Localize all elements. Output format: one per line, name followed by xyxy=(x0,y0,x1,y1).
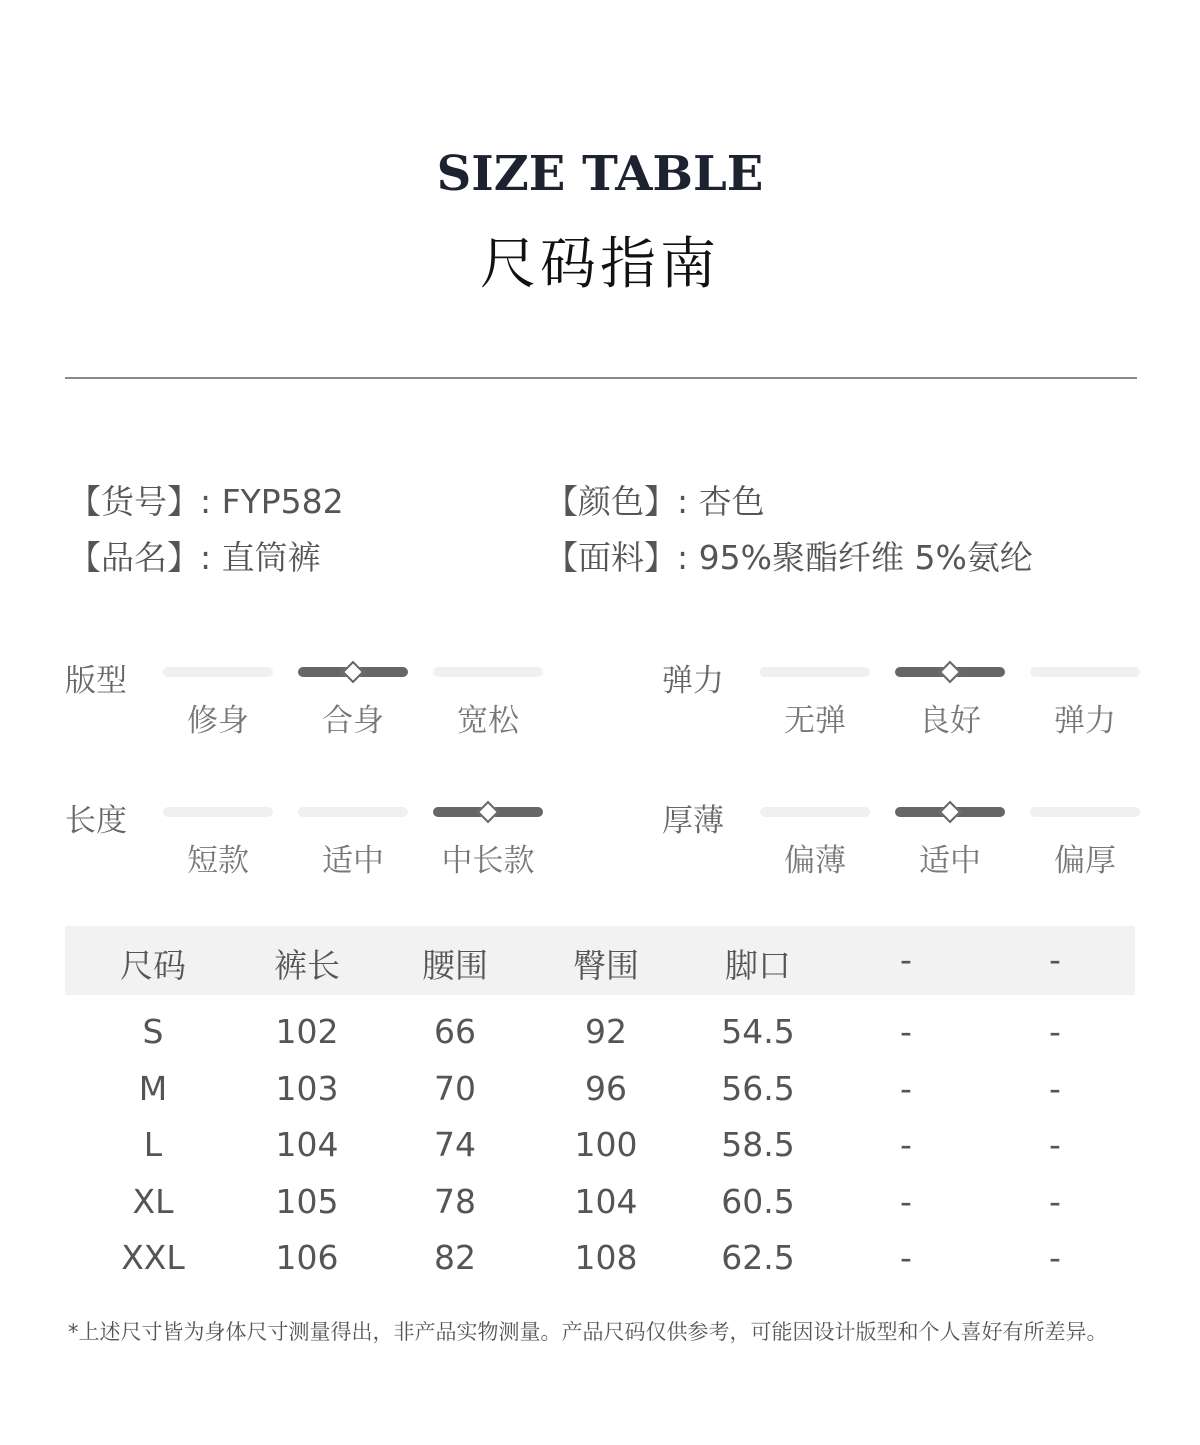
table-cell: 66 xyxy=(434,1012,476,1051)
table-cell: XL xyxy=(132,1181,174,1221)
scale-option: 合身 xyxy=(322,703,384,739)
divider xyxy=(65,377,1137,379)
scale-bar xyxy=(1030,807,1140,817)
table-cell: 105 xyxy=(275,1181,339,1221)
table-cell: S xyxy=(142,1012,164,1051)
scale-option: 无弹 xyxy=(784,703,846,739)
scale-option: 偏薄 xyxy=(784,843,846,879)
table-cell: 70 xyxy=(434,1068,476,1108)
selected-marker-icon xyxy=(939,801,962,824)
scale-option: 中长款 xyxy=(441,843,535,879)
selected-marker-icon xyxy=(939,661,962,684)
table-header-cell: - xyxy=(1049,940,1061,979)
table-cell: - xyxy=(900,1238,912,1277)
table-cell: - xyxy=(900,1012,912,1051)
attribute-label: 版型 xyxy=(65,663,127,699)
selected-marker-icon xyxy=(342,661,365,684)
scale-option: 偏厚 xyxy=(1054,843,1116,879)
table-cell: - xyxy=(1049,1125,1061,1164)
table-cell: 108 xyxy=(574,1238,638,1277)
product-name-label: 【品名】: xyxy=(68,538,212,577)
scale-option: 适中 xyxy=(919,843,981,879)
scale-option: 宽松 xyxy=(457,703,519,739)
item-number-label: 【货号】: xyxy=(68,482,212,521)
table-cell: 103 xyxy=(275,1068,339,1108)
scale-bar xyxy=(1030,667,1140,677)
table-cell: 102 xyxy=(275,1012,339,1051)
table-cell: 104 xyxy=(275,1125,339,1164)
table-cell: 92 xyxy=(585,1012,627,1051)
product-name-value: 直筒裤 xyxy=(221,538,321,577)
product-name xyxy=(68,532,321,579)
table-cell: 78 xyxy=(434,1181,476,1221)
table-header-cell: 脚口 xyxy=(725,946,791,985)
table-cell: M xyxy=(138,1068,168,1108)
table-cell: 58.5 xyxy=(721,1125,795,1164)
attribute-label: 弹力 xyxy=(662,663,724,699)
table-cell: 60.5 xyxy=(721,1181,795,1221)
footnote: *上述尺寸皆为身体尺寸测量得出，非产品实物测量。产品尺码仅供参考，可能因设计版型和个人喜好有所差异。 xyxy=(68,1320,1108,1344)
selected-marker-icon xyxy=(477,801,500,824)
scale-bar xyxy=(298,807,408,817)
table-header-cell: 裤长 xyxy=(274,946,340,985)
table-cell: - xyxy=(900,1125,912,1164)
table-cell: 54.5 xyxy=(721,1012,795,1051)
scale-bar xyxy=(760,807,870,817)
scale-bar xyxy=(163,667,273,677)
title-chinese: 尺码指南 xyxy=(480,232,720,297)
table-header-cell: 尺码 xyxy=(120,946,186,985)
item-number xyxy=(68,476,344,523)
table-cell: 62.5 xyxy=(721,1238,795,1277)
scale-bar xyxy=(163,807,273,817)
table-cell: - xyxy=(900,1181,912,1221)
fabric-value: 95%聚酯纤维 5%氨纶 xyxy=(698,538,1033,577)
table-cell: - xyxy=(1049,1238,1061,1277)
table-cell: XXL xyxy=(121,1238,185,1277)
attribute-label: 厚薄 xyxy=(662,803,724,839)
table-header-cell: 腰围 xyxy=(422,946,488,985)
table-cell: - xyxy=(1049,1181,1061,1221)
scale-option: 短款 xyxy=(187,843,249,879)
table-cell: 74 xyxy=(434,1125,476,1164)
table-cell: 100 xyxy=(574,1125,638,1164)
fabric-label: 【面料】: xyxy=(545,538,689,577)
table-cell: 106 xyxy=(275,1238,339,1277)
table-cell: 96 xyxy=(585,1068,627,1108)
scale-option: 良好 xyxy=(919,703,981,739)
title-english: SIZE TABLE xyxy=(436,146,764,202)
table-header-cell: - xyxy=(900,940,912,979)
table-cell: - xyxy=(1049,1068,1061,1108)
attribute-label: 长度 xyxy=(65,803,127,839)
color-info xyxy=(545,476,765,523)
scale-bar xyxy=(433,667,543,677)
scale-option: 修身 xyxy=(187,703,249,739)
table-cell: - xyxy=(1049,1012,1061,1051)
item-number-value: FYP582 xyxy=(221,482,344,521)
scale-option: 弹力 xyxy=(1054,703,1116,739)
color-value: 杏色 xyxy=(698,482,765,521)
scale-bar xyxy=(760,667,870,677)
table-cell: 82 xyxy=(434,1238,476,1277)
color-label: 【颜色】: xyxy=(545,482,689,521)
table-cell: 104 xyxy=(574,1181,638,1221)
scale-option: 适中 xyxy=(322,843,384,879)
table-cell: 56.5 xyxy=(721,1068,795,1108)
table-cell: L xyxy=(143,1125,163,1164)
table-cell: - xyxy=(900,1068,912,1108)
fabric-info xyxy=(545,532,1033,579)
table-header-cell: 臀围 xyxy=(573,946,639,985)
